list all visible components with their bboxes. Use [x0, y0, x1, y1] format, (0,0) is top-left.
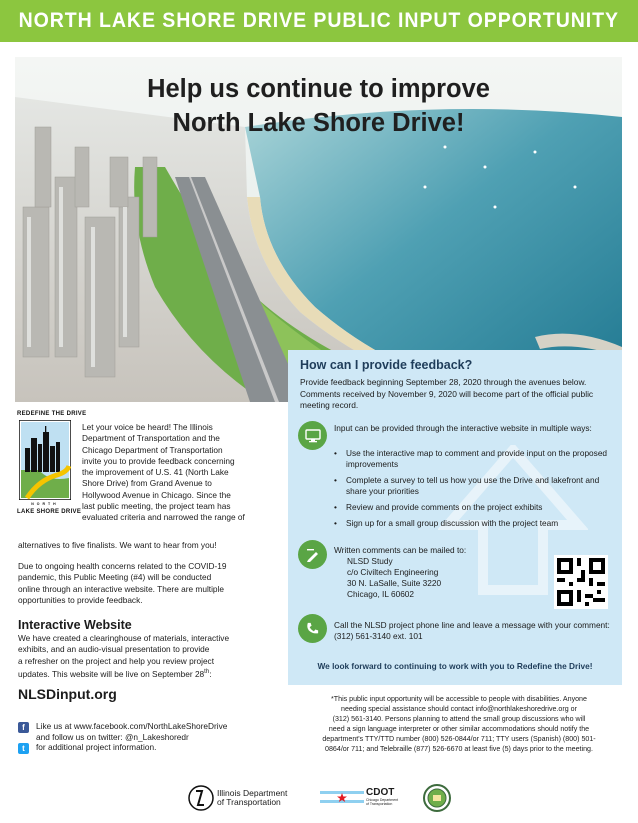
- mail-line: c/o Civiltech Engineering: [347, 567, 439, 577]
- intro-line: Department of Transportation and the: [82, 433, 220, 444]
- social-line[interactable]: and follow us on twitter: @n_Lakeshoredr: [36, 731, 189, 742]
- logo-middle-text: NORTH: [31, 502, 59, 506]
- cdot-wordmark: [364, 787, 398, 806]
- twitter-icon[interactable]: t: [18, 743, 29, 754]
- intro-paragraph: [82, 422, 282, 524]
- idot-logo: [188, 785, 287, 811]
- feedback-panel: [288, 350, 622, 685]
- facebook-icon[interactable]: f: [18, 722, 29, 733]
- list-item: • Review and provide comments on the project exhibits: [334, 502, 616, 513]
- website-line: a refresher on the project and help you review project: [18, 655, 215, 666]
- disclaimer-line: needing special assistance should contact info@northlakeshoredrive.org or: [341, 705, 577, 713]
- list-item: • Sign up for a small group discussion with the project team: [334, 518, 616, 529]
- city-seal-logo: [423, 784, 451, 812]
- feedback-options-list: [334, 448, 616, 534]
- accessibility-disclaimer: [296, 694, 622, 754]
- idot-line: of Transportation: [217, 797, 281, 807]
- mail-line: Chicago, IL 60602: [347, 589, 415, 599]
- section-title: Interactive Website: [18, 618, 132, 632]
- hero-headline: [15, 72, 622, 140]
- intro-line: Shore Drive) from Grand Avenue to: [82, 478, 212, 489]
- covid-line: online through an interactive website. There are multiple: [18, 583, 225, 594]
- social-text: [36, 721, 227, 753]
- social-line[interactable]: Like us at www.facebook.com/NorthLakeShoreDrive: [36, 721, 228, 731]
- covid-line: opportunities to provide feedback.: [18, 594, 143, 605]
- covid-line: pandemic, this Public Meeting (#4) will be conducted: [18, 572, 212, 583]
- mail-block: [334, 545, 534, 600]
- date-colon: :: [209, 668, 212, 679]
- disclaimer-line: department's TTY/TTD number (800) 526-0844/or 711; TTY users (Spanish) (800) 501-: [322, 735, 596, 743]
- mail-line: NLSD Study: [347, 556, 393, 566]
- intro-line: evaluated criteria and narrowed the range of: [82, 512, 245, 523]
- cdot-logo: [320, 787, 398, 806]
- logo-top-text: REDEFINE THE DRIVE: [17, 411, 87, 417]
- covid-paragraph: [18, 561, 288, 606]
- website-line-text: updates. This website will be live on September 28: [18, 668, 205, 679]
- feedback-title: How can I provide feedback?: [300, 358, 473, 372]
- mail-address: [334, 556, 534, 600]
- mail-line: 30 N. LaSalle, Suite 3220: [347, 578, 442, 588]
- intro-line: Chicago Department of Transportation: [82, 444, 223, 455]
- idot-text: [217, 789, 287, 807]
- website-link[interactable]: NLSDinput.org: [18, 686, 117, 702]
- computer-icon: [298, 421, 327, 450]
- banner-title: NORTH LAKE SHORE DRIVE PUBLIC INPUT OPPORTUNITY: [18, 9, 620, 32]
- hero-headline-line1: Help us continue to improve: [147, 75, 490, 103]
- cdot-subtext: [366, 798, 398, 806]
- chicago-flag-icon: [320, 788, 364, 806]
- phone-text: Call the NLSD project phone line and leave a message with your comment: (312) 561-3140 ext. 101: [334, 620, 610, 641]
- list-item: • Complete a survey to tell us how you use the Drive and lakefront and share your priorities: [334, 475, 616, 497]
- intro-line: last public meeting, the project team has: [82, 501, 231, 512]
- intro-line: Hollywood Avenue in Chicago. Since the: [82, 489, 231, 500]
- website-line: We have created a clearinghouse of materials, interactive: [18, 633, 230, 643]
- intro-line: Let your voice be heard! The Illinois: [82, 422, 213, 432]
- cdot-subline: Chicago Department: [366, 798, 399, 802]
- header-banner: [0, 0, 638, 42]
- mail-intro: Written comments can be mailed to:: [334, 545, 467, 555]
- hero-headline-line2: North Lake Shore Drive!: [172, 109, 465, 137]
- intro-line: the improvement of U.S. 41 (North Lake: [82, 467, 229, 478]
- website-line: exhibits, and an audio-visual presentation to provide: [18, 644, 210, 655]
- writing-hand-icon: [298, 540, 327, 569]
- cdot-text: CDOT: [366, 787, 395, 798]
- disclaimer-line: need a sign language interpreter or other similar accommodations should notify the: [328, 725, 590, 733]
- skyline-road-icon: [19, 420, 71, 500]
- redefine-the-drive-logo: [17, 411, 87, 521]
- website-paragraph: [18, 633, 288, 680]
- date-suffix: th: [204, 668, 210, 675]
- idot-line: Illinois Department: [217, 788, 288, 798]
- disclaimer-line: 0864/or 711; and Telebraille (877) 526-6670 at least five (5) days prior to the meeting.: [325, 745, 593, 753]
- disclaimer-line: (312) 561-3140. Persons planning to attend the small group discussions who will: [332, 715, 586, 723]
- qr-code-icon: [557, 558, 605, 606]
- feedback-intro: Provide feedback beginning September 28, 2020 through the avenues below. Comments received by November 9, 2020 will become part of the official public meeting record.: [300, 377, 594, 410]
- seal-icon: [423, 784, 451, 812]
- intro-final-line: alternatives to five finalists. We want to hear from you!: [18, 540, 217, 550]
- intro-line: invite you to provide feedback concerning: [82, 455, 235, 466]
- logo-bottom-text: LAKE SHORE DRIVE: [17, 509, 82, 515]
- covid-line: Due to ongoing health concerns related to the COVID-19: [18, 561, 227, 571]
- social-line: for additional project information.: [36, 742, 157, 752]
- website-intro: Input can be provided through the interactive website in multiple ways:: [334, 423, 592, 433]
- website-line: [18, 667, 288, 680]
- closing-statement: We look forward to continuing to work with you to Redefine the Drive!: [317, 661, 593, 671]
- qr-code[interactable]: [554, 555, 608, 609]
- disclaimer-line: *This public input opportunity will be accessible to people with disabilities. Anyone: [331, 695, 587, 703]
- phone-icon: [298, 614, 327, 643]
- idot-emblem-icon: [188, 785, 214, 811]
- cdot-subline: of Transportation: [366, 802, 393, 806]
- list-item: • Use the interactive map to comment and provide input on the proposed improvements: [334, 448, 616, 470]
